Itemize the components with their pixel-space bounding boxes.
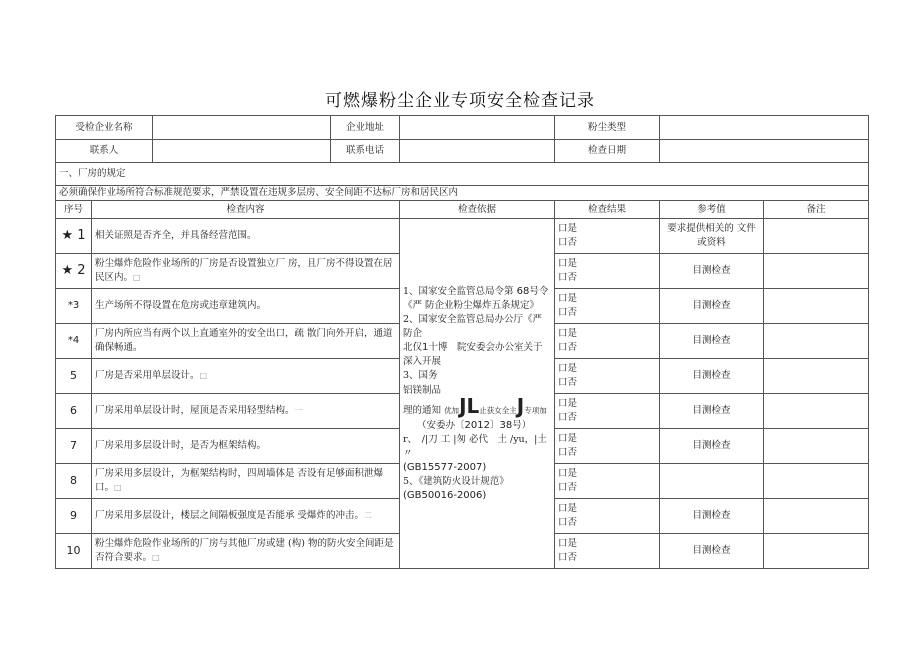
row-reference: 目测检查 [660, 359, 764, 394]
row-remark[interactable] [764, 254, 869, 289]
col-basis: 检查依据 [400, 201, 555, 219]
result-options[interactable]: 口是 口否 [555, 429, 660, 464]
row-seq: 10 [56, 534, 92, 569]
row-reference: 目测检查 [660, 429, 764, 464]
row-remark[interactable] [764, 499, 869, 534]
phone-label: 联系电话 [331, 140, 400, 163]
row-content: 粉尘爆炸危险作业场所的厂房与其他厂房或建 (构) 物的防火安全间距是否符合要求。□ [92, 534, 400, 569]
page-title: 可燃爆粉尘企业专项安全检查记录 [325, 91, 595, 111]
row-content: 粉尘爆炸危险作业场所的厂房是否设置独立厂 房，且厂房不得设置在居民区内。□ [92, 254, 400, 289]
row-remark[interactable] [764, 219, 869, 254]
row-remark[interactable] [764, 359, 869, 394]
row-reference: 目测检查 [660, 254, 764, 289]
dust-type-label: 粉尘类型 [555, 116, 660, 140]
result-options[interactable]: 口是 口否 [555, 359, 660, 394]
row-reference: 目测检查 [660, 534, 764, 569]
company-name-field[interactable] [153, 116, 331, 140]
contact-field[interactable] [153, 140, 331, 163]
address-label: 企业地址 [331, 116, 400, 140]
row-remark[interactable] [764, 324, 869, 359]
row-content: 厂房是否采用单层设计。□ [92, 359, 400, 394]
phone-field[interactable] [400, 140, 555, 163]
check-basis: 1、国家安全监管总局令第 68号令《严 防企业粉尘爆炸五条规定》 2、国家安全监管总局办公厅《严防企 北仅1十博 院安委会办公室关于深入开展 3、国务 铝镁制品 理的通知 优加JL止获女全主J专项加 （安委办〔2012〕38号） r、 /|刀 工 |匆 必代 土 /yu，|土 〃 (GB15577-2007) 5、《建筑防火设计规范》 (GB50016-2006) [400, 219, 555, 569]
row-seq: 6 [56, 394, 92, 429]
result-options[interactable]: 口是 口否 [555, 464, 660, 499]
result-options[interactable]: 口是 口否 [555, 394, 660, 429]
row-seq: *4 [56, 324, 92, 359]
row-remark[interactable] [764, 289, 869, 324]
row-content: 厂房采用单层设计时，屋顶是否采用轻型结构。一 [92, 394, 400, 429]
row-reference: 目测检查 [660, 324, 764, 359]
col-result: 检查结果 [555, 201, 660, 219]
row-reference: 目测检查 [660, 499, 764, 534]
contact-label: 联系人 [56, 140, 153, 163]
address-field[interactable] [400, 116, 555, 140]
row-content: 厂房采用多层设计，楼层之间隔板强度是否能承 受爆炸的冲击。二 [92, 499, 400, 534]
result-options[interactable]: 口是 口否 [555, 219, 660, 254]
row-reference [660, 464, 764, 499]
row-reference: 要求提供相关的 文件或资料 [660, 219, 764, 254]
inspection-table [55, 115, 869, 569]
row-content: 生产场所不得设置在危房或违章建筑内。 [92, 289, 400, 324]
row-seq: ★ 2 [56, 254, 92, 289]
row-content: 厂房采用多层设计，为框架结构时，四周墙体是 否设有足够面积泄爆口。□ [92, 464, 400, 499]
section-requirement: 必须确保作业场所符合标准规范要求，严禁设置在违规多层房、安全间距不达标厂房和居民区内 [56, 186, 869, 201]
col-remark: 备注 [764, 201, 869, 219]
row-remark[interactable] [764, 464, 869, 499]
row-seq: 8 [56, 464, 92, 499]
row-seq: 7 [56, 429, 92, 464]
row-reference: 目测检查 [660, 289, 764, 324]
row-seq: *3 [56, 289, 92, 324]
row-seq: 5 [56, 359, 92, 394]
result-options[interactable]: 口是 口否 [555, 254, 660, 289]
row-content: 厂房内所应当有两个以上直通室外的安全出口，疏 散门向外开启，通道确保畅通。 [92, 324, 400, 359]
result-options[interactable]: 口是 口否 [555, 324, 660, 359]
section-title: 一、厂房的规定 [56, 163, 869, 186]
col-reference: 参考值 [660, 201, 764, 219]
row-reference: 目测检查 [660, 394, 764, 429]
row-remark[interactable] [764, 429, 869, 464]
col-content: 检查内容 [92, 201, 400, 219]
dust-type-field[interactable] [660, 116, 869, 140]
check-date-field[interactable] [660, 140, 869, 163]
row-remark[interactable] [764, 394, 869, 429]
result-options[interactable]: 口是 口否 [555, 534, 660, 569]
col-seq: 序号 [56, 201, 92, 219]
row-remark[interactable] [764, 534, 869, 569]
row-seq: ★ 1 [56, 219, 92, 254]
result-options[interactable]: 口是 口否 [555, 289, 660, 324]
row-seq: 9 [56, 499, 92, 534]
check-date-label: 检查日期 [555, 140, 660, 163]
company-name-label: 受检企业名称 [56, 116, 153, 140]
row-content: 厂房采用多层设计时，是否为框架结构。 [92, 429, 400, 464]
result-options[interactable]: 口是 口否 [555, 499, 660, 534]
row-content: 相关证照是否齐全，并具备经营范围。 [92, 219, 400, 254]
